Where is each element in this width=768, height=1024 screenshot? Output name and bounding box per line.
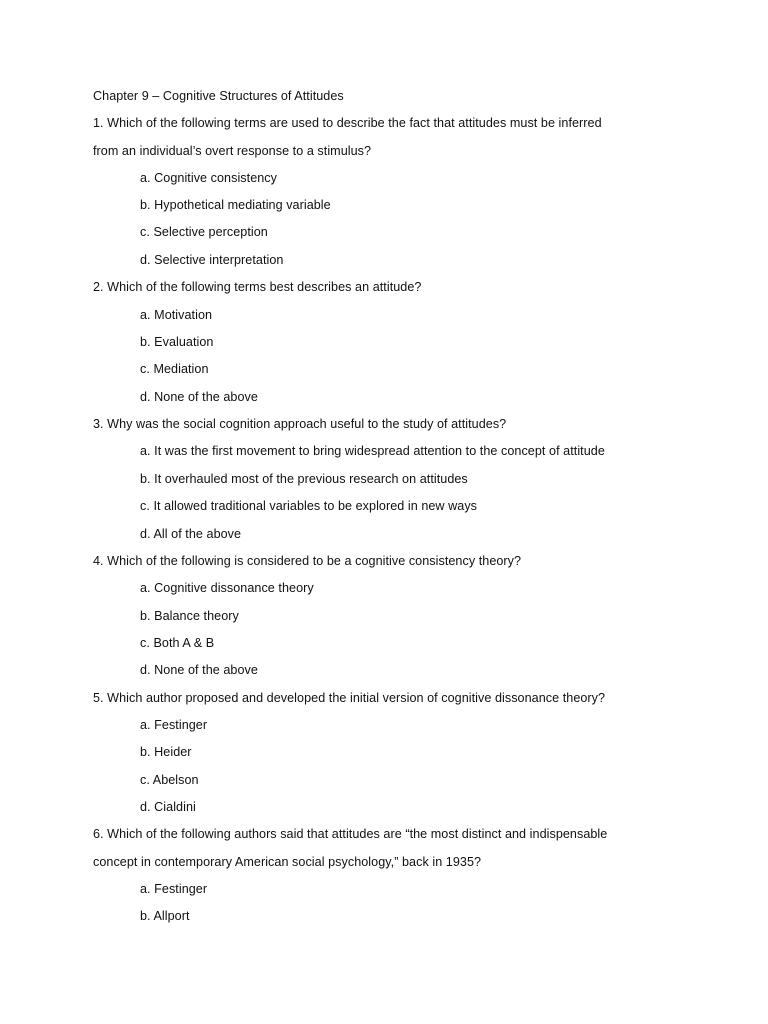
- question-5-option-a: a. Festinger: [140, 718, 208, 732]
- question-2-option-a: a. Motivation: [140, 308, 213, 322]
- question-3-option-d: d. All of the above: [140, 527, 242, 541]
- question-2-option-b: b. Evaluation: [140, 335, 214, 349]
- question-4-option-a: a. Cognitive dissonance theory: [140, 581, 314, 595]
- question-4-option-b: b. Balance theory: [140, 609, 239, 623]
- question-6-option-a: a. Festinger: [140, 882, 208, 896]
- question-6-text-line-1: 6. Which of the following authors said that attitudes are “the most distinct and indispensable: [93, 827, 608, 841]
- question-2-text: 2. Which of the following terms best describes an attitude?: [93, 280, 422, 294]
- question-1-option-c: c. Selective perception: [140, 225, 268, 239]
- question-3-option-a: a. It was the first movement to bring widespread attention to the concept of attitude: [140, 444, 605, 458]
- question-1-option-a: a. Cognitive consistency: [140, 171, 278, 185]
- question-5-text: 5. Which author proposed and developed the initial version of cognitive dissonance theory?: [93, 691, 606, 705]
- question-5-option-c: c. Abelson: [140, 773, 199, 787]
- question-1-option-b: b. Hypothetical mediating variable: [140, 198, 331, 212]
- question-4-text: 4. Which of the following is considered to be a cognitive consistency theory?: [93, 554, 522, 568]
- question-6-option-b: b. Allport: [140, 909, 190, 923]
- question-6-text-line-2: concept in contemporary American social psychology,” back in 1935?: [93, 855, 482, 869]
- question-2-option-d: d. None of the above: [140, 390, 258, 404]
- question-1-option-d: d. Selective interpretation: [140, 253, 284, 267]
- question-1-text-line-2: from an individual’s overt response to a stimulus?: [93, 144, 372, 158]
- question-4-option-c: c. Both A & B: [140, 636, 215, 650]
- page-title: Chapter 9 – Cognitive Structures of Attitudes: [93, 89, 344, 103]
- question-3-text: 3. Why was the social cognition approach useful to the study of attitudes?: [93, 417, 507, 431]
- question-1-text-line-1: 1. Which of the following terms are used to describe the fact that attitudes must be inferred: [93, 116, 602, 130]
- question-5-option-d: d. Cialdini: [140, 800, 196, 814]
- question-2-option-c: c. Mediation: [140, 362, 209, 376]
- question-4-option-d: d. None of the above: [140, 663, 258, 677]
- question-3-option-b: b. It overhauled most of the previous research on attitudes: [140, 472, 468, 486]
- question-3-option-c: c. It allowed traditional variables to be explored in new ways: [140, 499, 478, 513]
- question-5-option-b: b. Heider: [140, 745, 192, 759]
